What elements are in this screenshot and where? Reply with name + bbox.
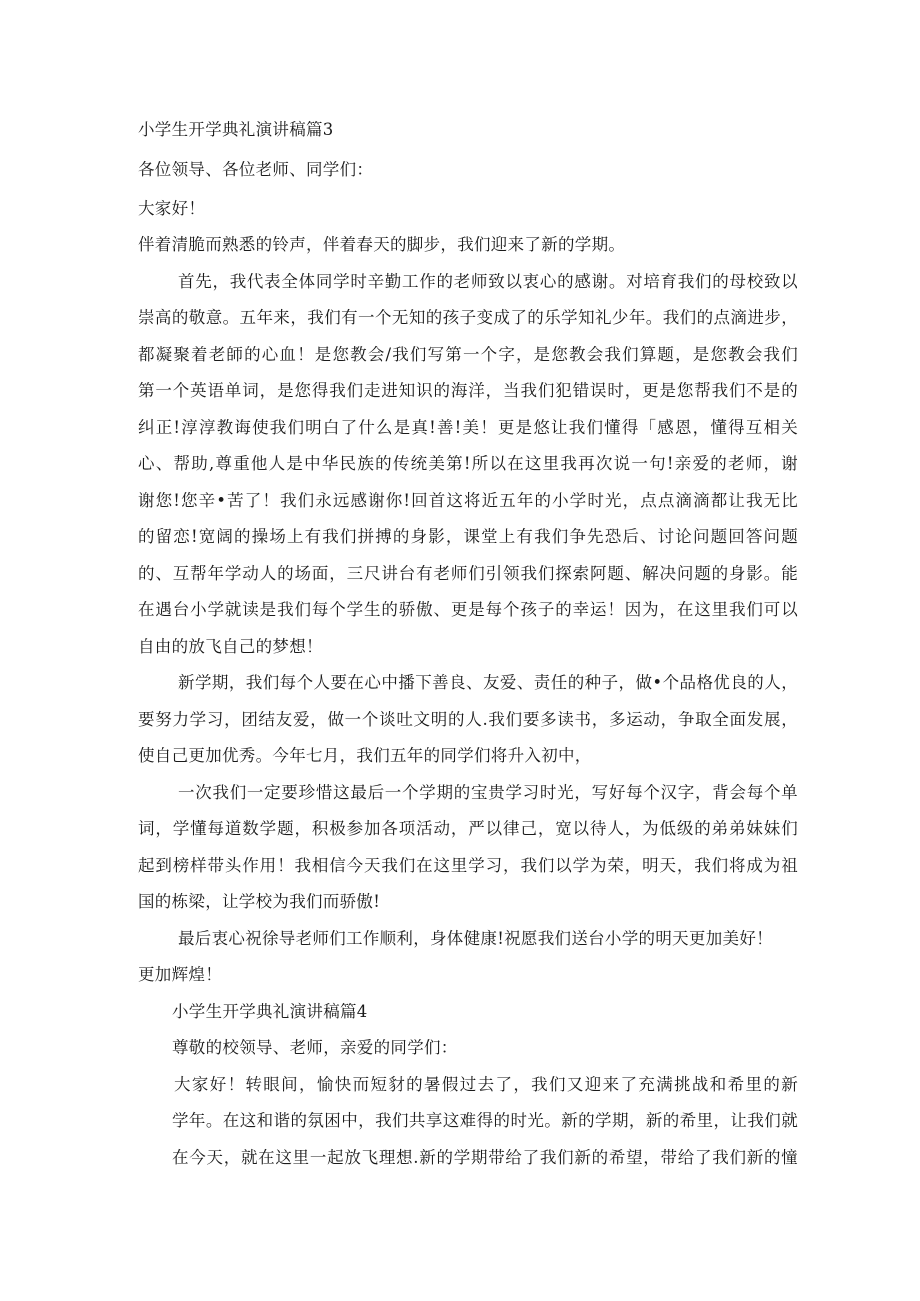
section-title-4: 小学生开学典礼演讲稿篇4 [172, 1002, 368, 1021]
paragraph-line: 都凝聚着老師的心血！是您教会/我们写第一个字，是您教会我们算题，是您教会我们 [138, 345, 798, 364]
paragraph-line: 纠正!淳淳教诲使我们明白了什么是真!善!美！更是悠让我们懂得「感恩，懂得互相关 [138, 418, 798, 437]
paragraph-line: 崇高的敬意。五年来，我们有一个无知的孩子变成了的乐学知礼少年。我们的点滴进步， [138, 308, 798, 327]
greeting: 大家好！ [138, 199, 206, 218]
paragraph-line: 起到榜样带头作用！我相信今天我们在这里学习，我们以学为荣，明天，我们将成为祖 [138, 856, 798, 875]
paragraph-line: 在遇台小学就读是我们每个学生的骄傲、更是每个孩子的幸运！因为，在这里我们可以 [138, 600, 798, 619]
paragraph-line: 谢您!您辛•苦了！我们永远感谢你!回首这将近五年的小学时光，点点滴滴都让我无比 [138, 491, 798, 510]
paragraph-line: 自由的放飞自己的梦想！ [138, 637, 323, 656]
paragraph-line: 学年。在这和谐的氛困中，我们共享这难得的时光。新的学期，新的希里，让我们就 [172, 1111, 798, 1130]
section-title-3: 小学生开学典礼演讲稿篇3 [138, 120, 334, 139]
paragraph-line: 新学期，我们每个人要在心中播下善良、友爱、责任的种子，做•个品格优良的人， [178, 673, 798, 692]
paragraph-line: 的、互帮年学动人的场面，三尺讲台有老师们引领我们探索阿题、解决问题的身影。能 [138, 564, 798, 583]
paragraph-line: 大家好！转眼间，愉快而短豺的暑假过去了，我们又迎来了充满挑战和希里的新 [174, 1075, 798, 1094]
paragraph-line: 词，学懂每道数学题，积极参加各项活动，严以律己，宽以待人，为低级的弟弟妹妹们 [138, 819, 798, 838]
paragraph-line: 国的栋梁，让学校为我们而骄傲! [138, 892, 381, 911]
salutation: 尊敬的校领导、老师，亲爱的同学们： [172, 1038, 458, 1057]
paragraph-line: 最后衷心祝徐导老师们工作顺利，身体健康!祝愿我们送台小学的明天更加美好！ [178, 929, 773, 948]
paragraph-line: 使自己更加优秀。今年七月，我们五年的同学们将升入初中， [138, 746, 592, 765]
paragraph-line: 的留恋!宽阔的操场上有我们拼搏的身影，课堂上有我们争先恐后、讨论问题回答问题 [138, 527, 798, 546]
paragraph-line: 更加辉煌！ [138, 965, 222, 984]
paragraph-line: 要努力学习，团结友爱，做一个谈吐文明的人.我们要多读书，多运动，争取全面发展， [138, 710, 798, 729]
salutation: 各位领导、各位老师、同学们： [138, 160, 374, 179]
paragraph-line: 伴着清脆而熟悉的铃声，伴着春天的脚步，我们迎来了新的学期。 [138, 235, 626, 254]
paragraph-line: 首先，我代表全体同学时辛勤工作的老师致以衷心的感谢。对培育我们的母校致以 [178, 272, 798, 291]
paragraph-line: 在今天，就在这里一起放飞理想.新的学期带给了我们新的希望，带给了我们新的憧 [172, 1148, 798, 1167]
paragraph-line: 一次我们一定要珍惜这最后一个学期的宝贵学习时光，写好每个汉字，背会每个单 [178, 783, 798, 802]
paragraph-line: 第一个英语单词，是您得我们走进知识的海洋，当我们犯错误时，更是您帮我们不是的 [138, 381, 798, 400]
paragraph-line: 心、帮助,尊重他人是中华民族的传统美第!所以在这里我再次说一句!亲爱的老师，谢 [138, 454, 798, 473]
